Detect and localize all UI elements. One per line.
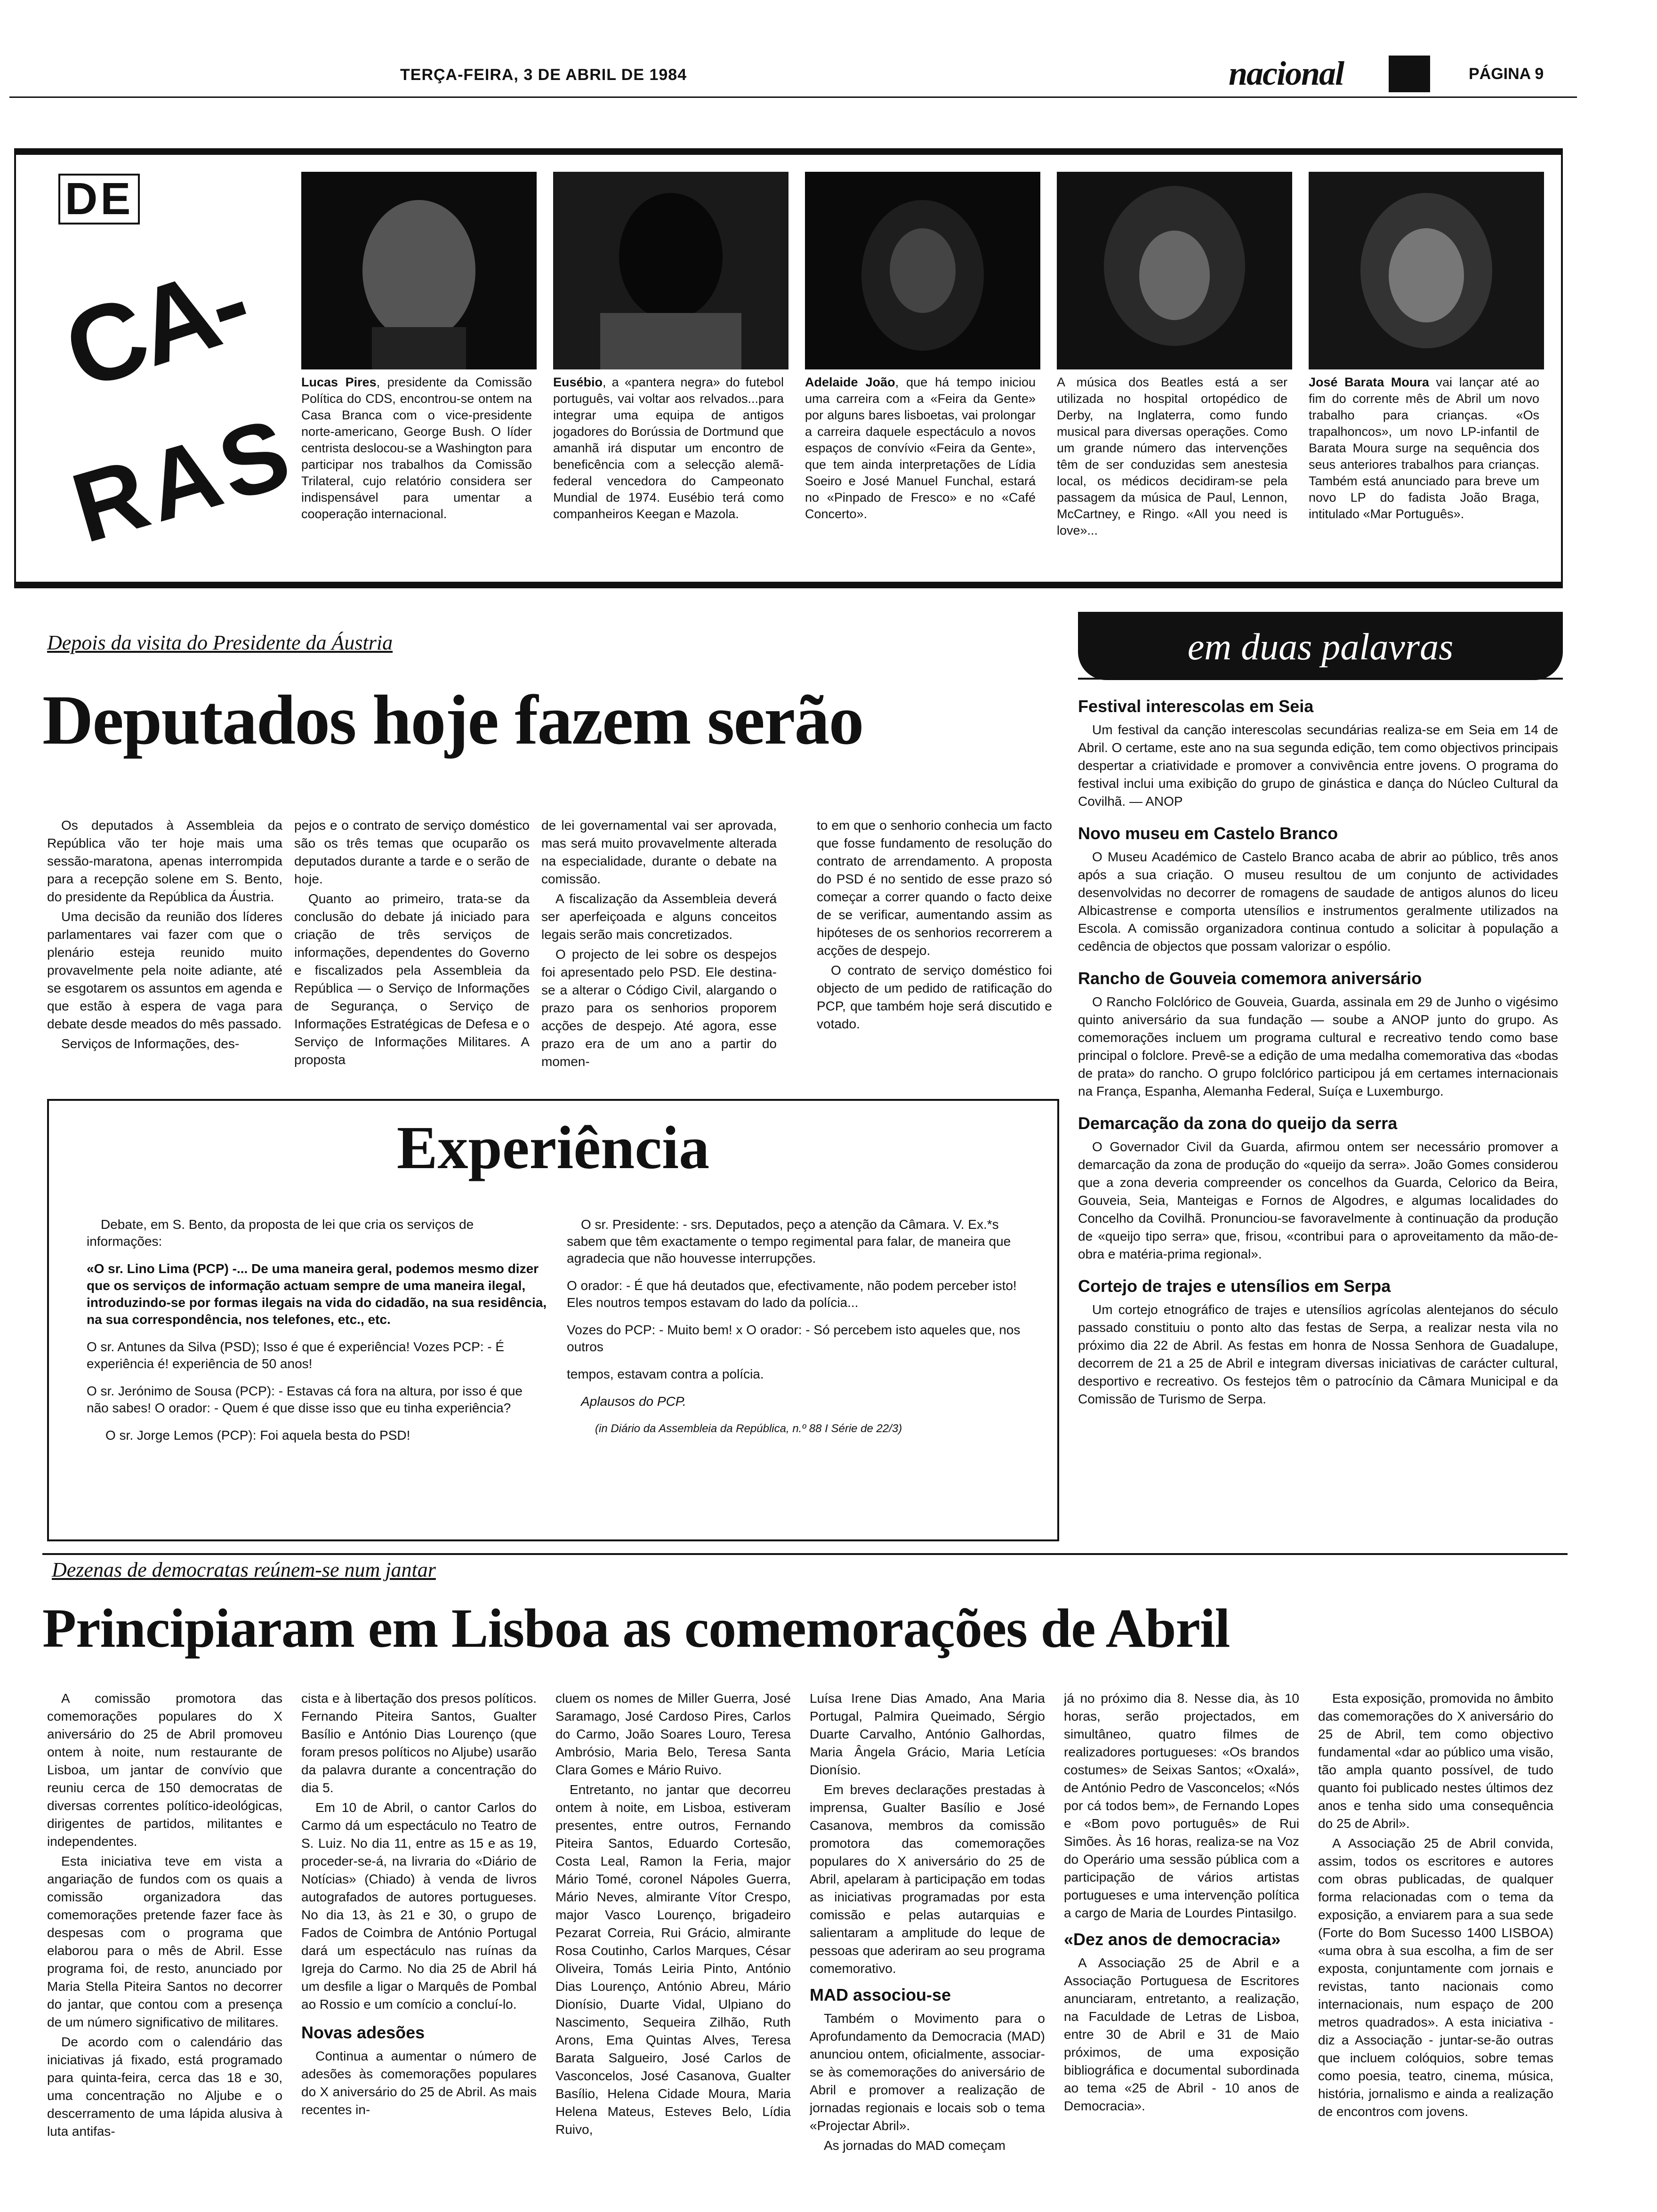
subhead-mad: MAD associou-se: [810, 1985, 951, 2004]
caption-name: Lucas Pires: [301, 375, 377, 389]
caption-beatles: [1057, 374, 1287, 567]
caras-title-de: DE: [58, 174, 140, 224]
photo-beatles: [1057, 172, 1292, 369]
abril-col-2: cista e à libertação dos presos políticos. Fernando Piteira Santos, Gualter Basílio e António Dias Lourenço (que foram presos políticos no Aljube) usarão da palavra durante a concentração do dia 5. Em 10 de Abril, o cantor Carlos do Carmo dá um espectáculo no Teatro de S. Luiz. No dia 11, entre as 15 e as 19, proceder-se-á, na livraria do «Diário de Notícias» (Chiado) à venda de livros autografados de autores portugueses. No dia 13, às 21 e 30, o grupo de Fados de Coimbra de António Portugal dará um espectáculo nas ruínas da Igreja do Carmo. No dia 25 de Abril há um desfile a ligar o Marquês de Pombal ao Rossio e um comício a concluí-lo. Novas adesões Continua a aumentar o número de adesões às comemorações populares do X aniversário do 25 de Abril. As mais recentes in-: [301, 1691, 537, 2117]
caption-adelaide-joao: [805, 374, 1036, 567]
abril-col-4: Luísa Irene Dias Amado, Ana Maria Portugal, Palmira Queimado, Sérgio Duarte Carvalho, António Galhordas, Maria Ângela Grácio, Maria Letícia Dionísio. Em breves declarações prestadas à imprensa, Gualter Basílio e José Casanova, membros da comissão promotora das comemorações populares do X aniversário do 25 de Abril, apelaram à participação em todas as iniciativas programadas por esta comissão e pelas autarquias e salientaram a amplitude do leque de pessoas que aderiram ao seu programa comemorativo. MAD associou-se Também o Movimento para o Aprofundamento da Democracia (MAD) anunciou ontem, oficialmente, associar-se às comemorações do aniversário de Abril e promover a realização de jornadas regionais e locais sob o tema «Projectar Abril». As jornadas do MAD começam: [810, 1691, 1045, 2153]
deputados-col-3: de lei governamental vai ser aprovada, mas será muito provavelmente alterada na especialidade, durante o debate na comissão. A fiscalização da Assembleia deverá ser aperfeiçoada e alguns conceitos legais serão mais concretizados. O projecto de lei sobre os despejos foi apresentado pelo PSD. Ele destina-se a alterar o Código Civil, alargando o prazo para os senhorios proporem acções de despejo. Até agora, esse prazo era de um ano a partir do momen-: [541, 818, 777, 1069]
experiencia-title: Experiência: [396, 1114, 710, 1182]
deputados-headline: Deputados hoje fazem serão: [42, 681, 863, 759]
caras-title-ca: CA-: [51, 241, 261, 412]
item-festival: Festival interescolas em Seia Um festival da canção interescolas secundárias realiza-se em Seia em 14 de Abril. O certame, este ano na sua segunda edição, tem como objectivos principais despertar a criatividade e promover a convivência entre jovens. O programa do festival inclui uma exibição do grupo de ginástica e dança do Núcleo Cultural da Covilhã. — ANOP: [1078, 697, 1558, 809]
caption-text: , presidente da Comissão Política do CDS, encontrou-se ontem na Casa Branca com o vice-presidente norte-americano, George Bush. O líder centrista deslocou-se a Washington para participar nos trabalhos da Comissão Trilateral, cujo relatório considera ser indispensável para umentar a cooperação internacional.: [301, 375, 532, 521]
caption-jose-barata-moura: [1309, 374, 1539, 567]
experiencia-box: [47, 1099, 1059, 1541]
abril-top-rule: [42, 1553, 1568, 1555]
duas-palavras-items: [1078, 697, 1558, 1539]
deputados-col-4: to em que o senhorio conhecia um facto que fosse fundamento de resolução do contrato de arrendamento. A proposta do PSD é no sentido de esse prazo só começar a correr quando o facto deixe de se verificar, aumentando assim as hipóteses de os senhorios recorrerem a acções de despejo. O contrato de serviço doméstico foi objecto de um pedido de ratificação do PCP, que também hoje será discutido e votado.: [817, 818, 1052, 1031]
deputados-kicker: Depois da visita do Presidente da Áustria: [47, 631, 393, 654]
caption-lucas-pires: [301, 374, 532, 567]
abril-col-3: cluem os nomes de Miller Guerra, José Saramago, José Cardoso Pires, Carlos do Carmo, João Soares Louro, Teresa Ambrósio, Maria Belo, Teresa Santa Clara Gomes e Mário Ruivo. Entretanto, no jantar que decorreu ontem à noite, em Lisboa, estiveram presentes, entre outros, Fernando Piteira Santos, Eduardo Cortesão, Costa Leal, Ramon la Feria, major Mário Tomé, coronel Nápoles Guerra, Mário Neves, almirante Vítor Crespo, major Vasco Lourenço, brigadeiro Pezarat Correia, Rui Grácio, almirante Rosa Coutinho, Carlos Marques, César Oliveira, Tomás Leiria Pinto, António Dias Lourenço, António Abreu, Mário Dionísio, Duarte Vidal, Ulpiano do Nascimento, Sequeira Zilhão, Ruth Arons, Ema Quintas Alves, Teresa Barata Salgueiro, José Carlos de Vasconcelos, José Casanova, Gualter Basílio, Helena Cidade Moura, Maria Helena Mateus, Esteves Belo, Lídia Ruivo,: [555, 1691, 791, 2137]
photo-jose-barata-moura: [1309, 172, 1544, 369]
section-logo-icon: [1389, 56, 1430, 92]
caption-name: Eusébio: [553, 375, 603, 389]
masthead: [0, 0, 1657, 113]
item-museu: Novo museu em Castelo Branco O Museu Académico de Castelo Branco acaba de abrir ao público, três anos após a sua criação. O museu resultou de um conjunto de actividades desenvolvidas no decorrer de romagens de saudade de antigos alunos do liceu Albicastrense e comporta utensílios e instrumentos geralmente utilizados na Escola. A comissão organizadora continua contudo a solicitar à população a cedência de objectos que possam valorizar o espólio.: [1078, 824, 1558, 954]
experiencia-left: Debate, em S. Bento, da proposta de lei que cria os serviços de informações: «O sr. Lino Lima (PCP) -... De uma maneira geral, podemos mesmo dizer que os serviços de informação actuam sempre de uma maneira ilegal, introduzindo-se por formas ilegais na vida do cidadão, na sua residência, na sua correspondência, nos telefones, etc., etc. O sr. Antunes da Silva (PSD); Isso é que é experiência! Vozes PCP: - É experiência é! experiência de 50 anos! O sr. Jerónimo de Sousa (PCP): - Estavas cá fora na altura, por isso é que não sabes! O orador: - Quem é que disse isso que eu tinha experiência? O sr. Jorge Lemos (PCP): Foi aquela besta do PSD!: [87, 1217, 547, 1443]
caption-name: Adelaide João: [805, 375, 895, 389]
experiencia-right: O sr. Presidente: - srs. Deputados, peço a atenção da Câmara. V. Ex.*s sabem que têm exactamente o tempo regimental para falar, de maneira que agradecia que não houvesse interrupções. O orador: - É que há deutados que, efectivamente, não podem perceber isto! Eles noutros tempos estavam do lado da polícia... Vozes do PCP: - Muito bem! x O orador: - Só percebem isto aqueles que, nos outros tempos, estavam contra a polícia. Aplausos do PCP. (in Diário da Assembleia da República, n.º 88 I Série de 22/3): [567, 1217, 1021, 1435]
item-rancho: Rancho de Gouveia comemora aniversário O Rancho Folclórico de Gouveia, Guarda, assinala em 29 de Junho o vigésimo quinto aniversário da sua fundação — soube a ANOP junto do grupo. As comemorações incluem um programa cultural e recreativo tendo como base principal o folclore. Prevê-se a edição de uma medalha comemorativa das «bodas de prata» do rancho. O grupo folclórico participou já em certames internacionais na França, Espanha, Alemanha Federal, Suíça e Luxemburgo.: [1078, 969, 1558, 1098]
duas-palavras-banner: [1078, 612, 1563, 680]
photo-adelaide-joao: [805, 172, 1040, 369]
duas-palavras-title: em duas palavras: [1187, 626, 1454, 668]
abril-col-6: Esta exposição, promovida no âmbito das comemorações do X aniversário do 25 de Abril, tem como objectivo fundamental «dar ao público uma visão, tão ampla quanto possível, de tudo quanto foi publicado nestes últimos dez anos e tenha sido uma consequência do 25 de Abril». A Associação 25 de Abril convida, assim, todos os escritores e autores com obras publicadas, de qualquer forma relacionadas com o tema da exposição, a enviarem para a sua sede (Forte do Bom Sucesso 1400 LISBOA) «uma obra à sua escolha, a fim de ser exposta, conjuntamente com jornais e revistas, tanto nacionais como internacionais, num espaço de 200 metros quadrados». A esta iniciativa - diz a Associação - juntar-se-ão outras que incluem colóquios, sobre temas como poesia, teatro, cinema, música, história, jornalismo e ainda a realização de encontros com jovens.: [1318, 1691, 1553, 2119]
caption-text: A música dos Beatles está a ser utilizada no hospital ortopédico de Derby, na Inglaterra, como fundo musical para diversas operações. Como um grande número das intervenções têm de ser conduzidas sem anestesia local, os médicos decidiram-se pela passagem da música de Paul, Lennon, McCartney, e Ringo. «All you need is love»...: [1057, 375, 1287, 537]
abril-headline: Principiaram em Lisboa as comemorações de Abril: [42, 1597, 1230, 1659]
abril-kicker: Dezenas de democratas reúnem-se num jantar: [52, 1558, 436, 1581]
subhead-novas-adesoes: Novas adesões: [301, 2023, 425, 2042]
duas-palavras-rule: [1078, 678, 1563, 680]
deputados-col-2: pejos e o contrato de serviço doméstico são os três temas que ocuparão os deputados durante a tarde e o serão de hoje. Quanto ao primeiro, trata-se da conclusão do debate já iniciado para criação de três serviços de informações, dependentes do Governo e fiscalizados pela Assembleia da República — o Serviço de Informações de Segurança, o Serviço de Informações Estratégicas de Defesa e o Serviço de Informações Militares. A proposta: [294, 818, 530, 1067]
photo-eusebio: [553, 172, 788, 369]
item-queijo: Demarcação da zona do queijo da serra O Governador Civil da Guarda, afirmou ontem ser necessário promover a demarcação da zona de produção do «queijo da serra». João Gomes considerou que a zona deveria compreender os concelhos da Guarda, Celorico da Beira, Gouveia, Seia, Manteigas e Fornos de Algodres, e algumas localidades do Concelho da Covilhã. Pronunciou-se favoravelmente à continuação da produção de «queijo tipo serra» que, frisou, «contribui para o aproveitamento da mão-de-obra e matéria-prima regional».: [1078, 1114, 1558, 1261]
section-name: nacional: [1229, 55, 1344, 92]
item-serpa: Cortejo de trajes e utensílios em Serpa Um cortejo etnográfico de trajes e utensílios agrícolas alentejanos do século passado constituiu o ponto alto das festas de Serpa, a realizar nesta vila no próximo dia 22 de Abril. As festas em honra de Nossa Senhora de Guadalupe, decorrem de 21 a 25 de Abril e integram diversas iniciativas de carácter cultural, desportivo e recreativo. Os festejos têm o patrocínio da Câmara Municipal e da Comissão de Turismo de Serpa.: [1078, 1276, 1558, 1406]
subhead-dez-anos: «Dez anos de democracia»: [1064, 1930, 1281, 1949]
caption-text: , que há tempo iniciou uma carreira com a «Feira da Gente» por alguns bares lisboetas, vai prolongar a carreira daquele espectáculo a novos espaços de convívio «Feira da Gente», que tem ainda interpretações de Lídia Soeiro e José Manuel Funchal, estará no «Pinpado de Fresco» e no «Café Concerto».: [805, 375, 1036, 521]
photo-lucas-pires: [301, 172, 537, 369]
masthead-date: TERÇA-FEIRA, 3 DE ABRIL DE 1984: [400, 66, 687, 84]
caption-eusebio: [553, 374, 784, 567]
masthead-rule: [9, 96, 1577, 98]
caption-text: vai lançar até ao fim do corrente mês de Abril um novo trabalho para crianças. «Os trapalhoncos», um novo LP-infantil de Barata Moura surge na sequência dos seus anteriores trabalhos para crianças. Também está anunciado para breve um novo LP do fadista João Braga, intitulado «Mar Português».: [1309, 375, 1539, 521]
deputados-col-1: Os deputados à Assembleia da República vão ter hoje mais uma sessão-maratona, apenas interrompida para a recepção solene em S. Bento, do presidente da República da Áustria. Uma decisão da reunião dos líderes parlamentares vai fazer com que o plenário esteja reunido muito provavelmente pela noite adiante, até se esgotarem os assuntos em agenda e que estão à espera de vaga para debate desde meados do mês passado. Serviços de Informações, des-: [47, 818, 282, 1051]
caras-title-ras: RAS: [61, 396, 306, 564]
page-number: PÁGINA 9: [1469, 65, 1544, 83]
abril-col-1: A comissão promotora das comemorações populares do X aniversário do 25 de Abril promoveu ontem à noite, num restaurante de Lisboa, um jantar de convívio que reuniu cerca de 150 democratas de diversas correntes político-ideológicas, dirigentes de partidos, militantes e independentes. Esta iniciativa teve em vista a angariação de fundos com os quais a comissão organizadora das comemorações pretende fazer face às despesas com o programa que elaborou para o mês de Abril. Esse programa foi, de resto, anunciado por Maria Stella Piteira Santos no decorrer do jantar, que contou com a presença de um número significativo de militares. De acordo com o calendário das iniciativas já fixado, está programado para quinta-feira, cerca das 18 e 30, uma concentração no Aljube e o descerramento de uma lápida alusiva à luta antifas-: [47, 1691, 282, 2139]
caption-text: , a «pantera negra» do futebol português, vai voltar aos relvados...para integrar uma equipa de antigos jogadores do Borússia de Dortmund que amanhã irá disputar um encontro de beneficência com a selecção alemã-federal vencedora do Campeonato Mundial de 1974. Eusébio terá como companheiros Keegan e Mazola.: [553, 375, 784, 521]
abril-col-5: já no próximo dia 8. Nesse dia, às 10 horas, serão projectados, em simultâneo, quatro filmes de realizadores portugueses: «Os brandos costumes» de Seixas Santos; «Oxalá», de António Pedro de Vasconcelos; «Nós por cá todos bem», de Fernando Lopes e «Bom povo português» de Rui Simões. Às 16 horas, realiza-se na Voz do Operário uma sessão pública com a participação de vários artistas portugueses e uma intervenção política a cargo de Maria de Lourdes Pintasilgo. «Dez anos de democracia» A Associação 25 de Abril e a Associação Portuguesa de Escritores anunciaram, entretanto, a realização, na Faculdade de Letras de Lisboa, entre 30 de Abril e 31 de Maio próximos, de uma exposição bibliográfica e documental subordinada ao tema «25 de Abril - 10 anos de Democracia».: [1064, 1691, 1299, 2113]
caption-name: José Barata Moura: [1309, 375, 1429, 389]
